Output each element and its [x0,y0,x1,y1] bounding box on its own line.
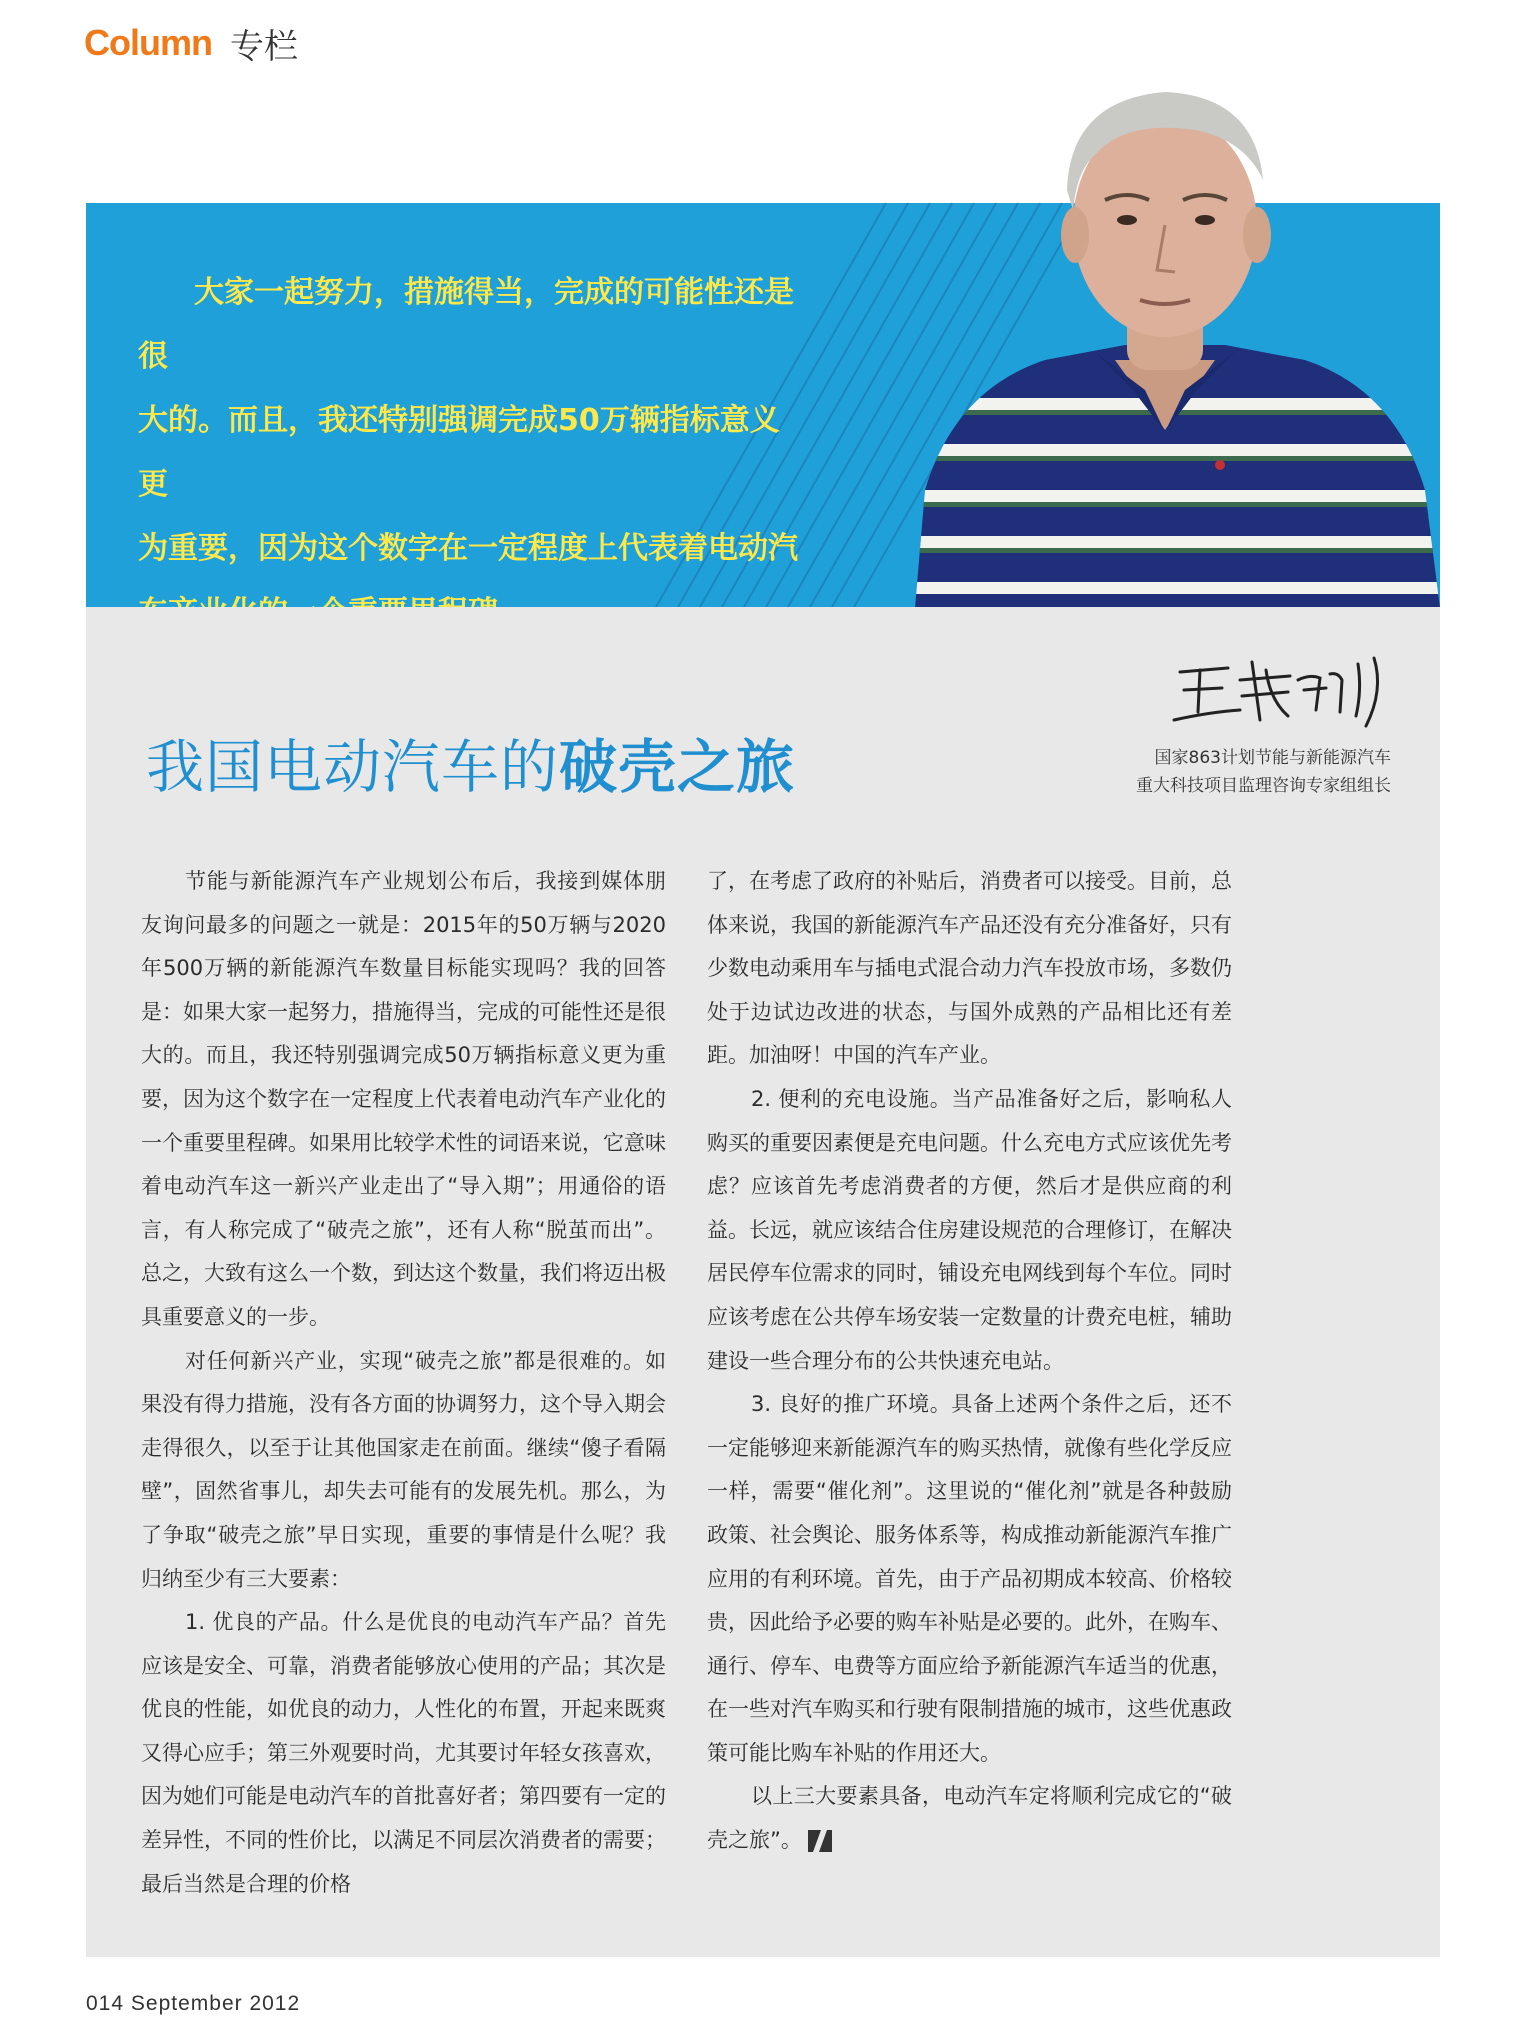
paragraph: 2. 便利的充电设施。当产品准备好之后，影响私人购买的重要因素便是充电问题。什么充电方式应该优先考虑？应该首先考虑消费者的方便，然后才是供应商的利益。长远，就应该结合住房建设规范的合理修订，在解决居民停车位需求的同时，铺设充电网线到每个车位。同时应该考虑在公共停车场安装一定数量的计费充电桩，辅助建设一些合理分布的公共快速充电站。 [707,1086,1232,1373]
page-number: 014 [86,1992,125,2015]
paragraph: 了，在考虑了政府的补贴后，消费者可以接受。目前，总体来说，我国的新能源汽车产品还没有充分准备好，只有少数电动乘用车与插电式混合动力汽车投放市场，多数仍处于边试边改进的状态，与国外成熟的产品相比还有差距。加油呀！中国的汽车产业。 [707,869,1232,1068]
article-column-right [707,860,1232,1863]
column-label-en: Column [84,22,212,63]
paragraph: 1. 优良的产品。什么是优良的电动汽车产品？首先应该是安全、可靠，消费者能够放心使用的产品；其次是优良的性能，如优良的动力，人性化的布置，开起来既爽又得心应手；第三外观要时尚，尤其要讨年轻女孩喜欢，因为她们可能是电动汽车的首批喜好者；第四要有一定的差异性，不同的性价比，以满足不同层次消费者的需要；最后当然是合理的价格 [141,1610,666,1896]
affiliation-line: 国家863计划节能与新能源汽车 [1154,748,1391,768]
paragraph-closing: 以上三大要素具备，电动汽车定将顺利完成它的“破壳之旅”。 [707,1784,1232,1853]
quote-line: 为重要，因为这个数字在一定程度上代表着电动汽 [138,531,798,566]
article-column-left [141,860,666,1906]
issue-date: September 2012 [130,1992,301,2015]
affiliation-line: 重大科技项目监理咨询专家组组长 [1136,776,1391,796]
page-footer [86,1992,300,2016]
title-bold: 破壳之旅 [559,733,796,801]
signature-image [1170,650,1400,730]
quote-line: 大家一起努力，措施得当，完成的可能性还是很 [138,275,794,374]
author-portrait [895,60,1440,608]
author-signature [1170,650,1400,734]
column-header [84,18,298,68]
author-affiliation [1136,744,1391,800]
title-normal: 我国电动汽车的 [146,733,560,801]
end-mark-icon [808,1830,832,1852]
article-title [146,720,795,804]
pull-quote [138,261,798,645]
quote-line: 大的。而且，我还特别强调完成50万辆指标意义更 [138,403,780,502]
paragraph: 节能与新能源汽车产业规划公布后，我接到媒体朋友询问最多的问题之一就是：2015年的50万辆与2020年500万辆的新能源汽车数量目标能实现吗？我的回答是：如果大家一起努力，措施得当，完成的可能性还是很大的。而且，我还特别强调完成50万辆指标意义更为重要，因为这个数字在一定程度上代表着电动汽车产业化的一个重要里程碑。如果用比较学术性的词语来说，它意味着电动汽车这一新兴产业走出了“导入期”；用通俗的语言，有人称完成了“破壳之旅”，还有人称“脱茧而出”。总之，大致有这么一个数，到达这个数量，我们将迈出极具重要意义的一步。 [141,869,666,1329]
paragraph: 3. 良好的推广环境。具备上述两个条件之后，还不一定能够迎来新能源汽车的购买热情，就像有些化学反应一样，需要“催化剂”。这里说的“催化剂”就是各种鼓励政策、社会舆论、服务体系等，构成推动新能源汽车推广应用的有利环境。首先，由于产品初期成本较高、价格较贵，因此给予必要的购车补贴是必要的。此外，在购车、通行、停车、电费等方面应给予新能源汽车适当的优惠，在一些对汽车购买和行驶有限制措施的城市，这些优惠政策可能比购车补贴的作用还大。 [707,1392,1232,1765]
column-label-cn: 专栏 [229,26,298,67]
paragraph: 对任何新兴产业，实现“破壳之旅”都是很难的。如果没有得力措施，没有各方面的协调努力，这个导入期会走得很久，以至于让其他国家走在前面。继续“傻子看隔壁”，固然省事儿，却失去可能有的发展先机。那么，为了争取“破壳之旅”早日实现，重要的事情是什么呢？我归纳至少有三大要素： [141,1348,666,1591]
